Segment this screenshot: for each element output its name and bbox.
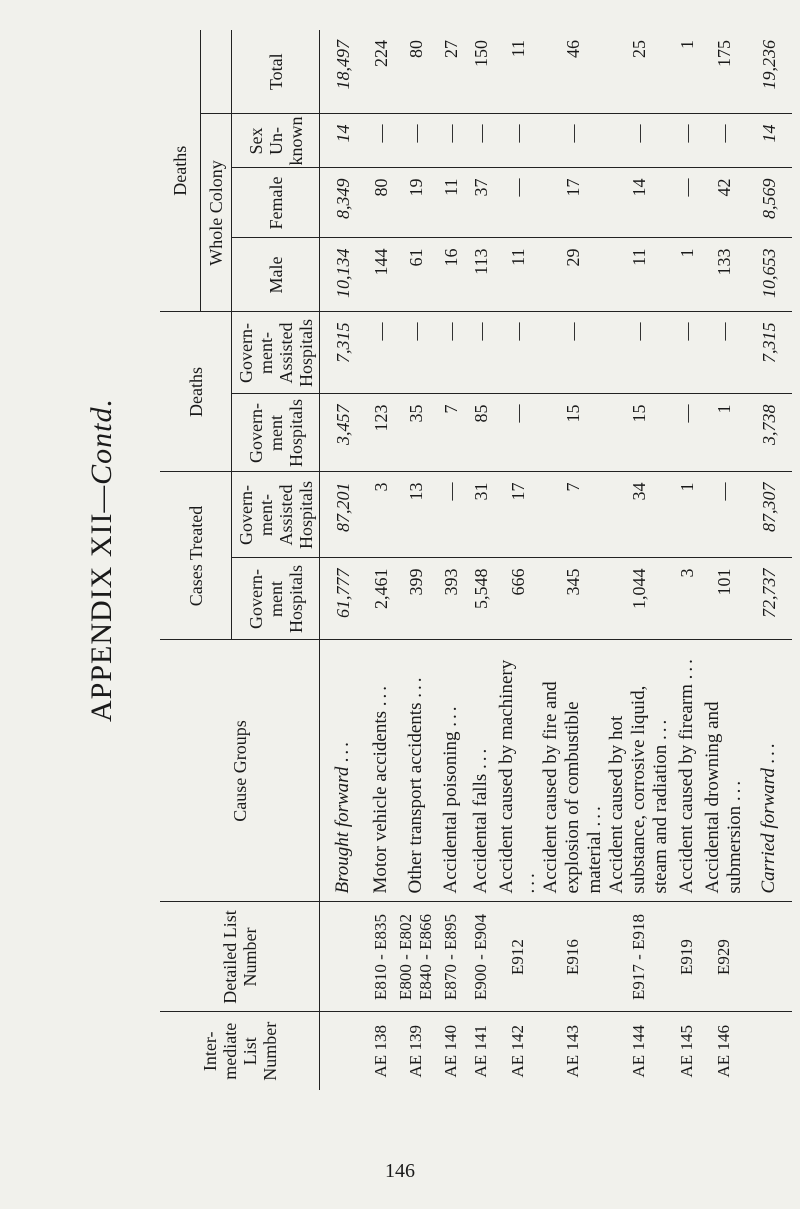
deaths-female: 14 [606, 168, 672, 238]
header-deaths-hospitals: Deaths [160, 312, 232, 472]
cases-govt-hospitals: 101 [702, 558, 746, 640]
table-row [366, 30, 396, 1090]
cases-govt-assisted: 87,201 [320, 472, 367, 558]
deaths-sex-unknown: — [366, 114, 396, 168]
deaths-govt-hospitals: 3,457 [320, 394, 367, 472]
deaths-total: 11 [507, 39, 528, 58]
intermediate-list-number: AE 146 [702, 1012, 746, 1090]
deaths-sex-unknown: — [396, 114, 436, 168]
detailed-list-number: E870 - E895 [436, 902, 466, 1012]
deaths-total: 27 [440, 39, 461, 58]
deaths-sex-unknown: — [466, 114, 496, 168]
leader-dots: ... [518, 870, 539, 894]
cause-group [702, 640, 746, 902]
detailed-list-number: E912 [496, 902, 540, 1012]
leader-dots: ... [405, 674, 426, 698]
intermediate-list-number: AE 145 [672, 1012, 702, 1090]
leader-dots: ... [758, 740, 779, 764]
leader-dots: ... [370, 682, 391, 707]
deaths-govt-hospitals: — [672, 394, 702, 472]
deaths-female: 11 [436, 168, 466, 238]
cause-group [436, 640, 466, 902]
deaths-govt-assisted: 7,315 [746, 312, 792, 394]
cases-govt-hospitals: 393 [436, 558, 466, 640]
deaths-female: 80 [366, 168, 396, 238]
deaths-male: 133 [702, 238, 746, 312]
cases-govt-hospitals: 72,737 [746, 558, 792, 640]
header-d-govt-assisted: Govern-ment-Assisted Hospitals [232, 312, 320, 394]
header-d-govt-hospitals: Govern-ment Hospitals [232, 394, 320, 472]
header-ct-govt-assisted: Govern-ment-Assisted Hospitals [232, 472, 320, 558]
header-intermediate: Inter-mediate List Number [160, 1012, 320, 1090]
deaths-govt-hospitals: 35 [396, 394, 436, 472]
leader-dots: ... [470, 745, 491, 769]
deaths-govt-assisted: — [366, 312, 396, 394]
intermediate-list-number: AE 144 [606, 1012, 672, 1090]
detailed-list-number: E929 [702, 902, 746, 1012]
cause-group [496, 640, 540, 902]
detailed-list-number: E919 [672, 902, 702, 1012]
intermediate-list-number [746, 1012, 792, 1090]
deaths-govt-assisted: — [396, 312, 436, 394]
deaths-total: 46 [562, 39, 583, 58]
header-cases-treated: Cases Treated [160, 472, 232, 640]
intermediate-list-number: AE 143 [540, 1012, 606, 1090]
table-row [320, 30, 367, 1090]
leader-dots: ... [440, 703, 461, 727]
deaths-sex-unknown: — [606, 114, 672, 168]
cause-group [672, 640, 702, 902]
cases-govt-assisted: 1 [672, 472, 702, 558]
deaths-female: 8,569 [746, 168, 792, 238]
cause-label: Other transport accidents [405, 702, 426, 894]
deaths-sex-unknown: 14 [320, 114, 367, 168]
cases-govt-hospitals: 345 [540, 558, 606, 640]
table-row [702, 30, 746, 1090]
cause-groups-table [160, 30, 792, 1090]
header-detailed: Detailed List Number [160, 902, 320, 1012]
intermediate-list-number: AE 142 [496, 1012, 540, 1090]
intermediate-list-number [320, 1012, 367, 1090]
deaths-sex-unknown: — [436, 114, 466, 168]
cause-label: Accident caused by machinery [496, 659, 517, 894]
deaths-total: 150 [470, 39, 491, 67]
cause-group [606, 640, 672, 902]
cases-govt-assisted: 31 [466, 472, 496, 558]
deaths-female: 8,349 [320, 168, 367, 238]
cause-label: Accident caused by fire and explosion of combustible material [540, 681, 605, 894]
cause-label: Accidental falls [470, 773, 491, 894]
rotated-page-content [78, 30, 778, 1090]
appendix-title-suffix: —Contd. [85, 397, 118, 513]
cases-govt-assisted: 87,307 [746, 472, 792, 558]
cases-govt-hospitals: 5,548 [466, 558, 496, 640]
cause-label: Motor vehicle accidents [370, 710, 391, 894]
deaths-female: 42 [702, 168, 746, 238]
cause-group [466, 640, 496, 902]
detailed-list-number [746, 902, 792, 1012]
deaths-female: 37 [466, 168, 496, 238]
detailed-list-number: E900 - E904 [466, 902, 496, 1012]
cases-govt-assisted: 17 [496, 472, 540, 558]
deaths-male: 10,134 [320, 238, 367, 312]
intermediate-list-number: AE 138 [366, 1012, 396, 1090]
table-row [606, 30, 672, 1090]
cases-govt-hospitals: 61,777 [320, 558, 367, 640]
deaths-govt-assisted: — [606, 312, 672, 394]
deaths-sex-unknown: — [672, 114, 702, 168]
deaths-govt-hospitals: 15 [540, 394, 606, 472]
table-row [396, 30, 436, 1090]
deaths-sex-unknown: — [496, 114, 540, 168]
leader-dots: ... [584, 803, 605, 827]
cases-govt-hospitals: 399 [396, 558, 436, 640]
cases-govt-assisted: 7 [540, 472, 606, 558]
deaths-govt-assisted: — [496, 312, 540, 394]
deaths-male: 16 [436, 238, 466, 312]
header-ct-govt-hospitals: Govern-ment Hospitals [232, 558, 320, 640]
intermediate-list-number: AE 139 [396, 1012, 436, 1090]
cause-group [396, 640, 436, 902]
cause-label: Accident caused by firearm [676, 684, 697, 894]
deaths-govt-assisted: — [436, 312, 466, 394]
deaths-total: 1 [676, 39, 697, 49]
cause-label: Accidental drowning and submersion [702, 701, 745, 894]
detailed-list-number: E800 - E802 E840 - E866 [396, 902, 436, 1012]
deaths-sex-unknown: — [540, 114, 606, 168]
deaths-total: 224 [370, 39, 391, 67]
cases-govt-hospitals: 1,044 [606, 558, 672, 640]
intermediate-list-number: AE 140 [436, 1012, 466, 1090]
deaths-govt-hospitals: — [496, 394, 540, 472]
deaths-total: 19,236 [758, 39, 779, 90]
cause-group [320, 640, 367, 902]
appendix-title: APPENDIX XII [85, 512, 118, 723]
deaths-govt-hospitals: 7 [436, 394, 466, 472]
cause-label: Accident caused by hot substance, corrosive liquid, steam and radiation [606, 685, 671, 894]
header-male: Male [232, 238, 320, 312]
leader-dots: ... [650, 716, 671, 740]
deaths-govt-assisted: — [672, 312, 702, 394]
deaths-male: 113 [466, 238, 496, 312]
deaths-govt-assisted: — [540, 312, 606, 394]
cause-group [746, 640, 792, 902]
detailed-list-number [320, 902, 367, 1012]
deaths-govt-hospitals: 1 [702, 394, 746, 472]
cases-govt-hospitals: 3 [672, 558, 702, 640]
header-sex-unknown: Sex Un-known [232, 114, 320, 168]
detailed-list-number: E916 [540, 902, 606, 1012]
cases-govt-assisted: — [702, 472, 746, 558]
deaths-male: 11 [606, 238, 672, 312]
cause-label: Brought forward [332, 766, 353, 894]
page-heading [78, 30, 126, 1090]
deaths-govt-assisted: — [466, 312, 496, 394]
leader-dots: ... [724, 777, 745, 802]
header-whole-colony: Whole Colony [201, 114, 232, 312]
cause-label: Accidental poisoning [440, 731, 461, 894]
cases-govt-assisted: 3 [366, 472, 396, 558]
deaths-male: 144 [366, 238, 396, 312]
cause-group [540, 640, 606, 902]
detailed-list-number: E810 - E835 [366, 902, 396, 1012]
deaths-total: 80 [405, 39, 426, 58]
cause-group [366, 640, 396, 902]
table-row [540, 30, 606, 1090]
header-cause-groups: Cause Groups [160, 640, 320, 902]
deaths-female: 17 [540, 168, 606, 238]
deaths-govt-hospitals: 3,738 [746, 394, 792, 472]
header-deaths-colony: Deaths [160, 30, 201, 312]
deaths-male: 10,653 [746, 238, 792, 312]
deaths-govt-assisted: — [702, 312, 746, 394]
table-row [746, 30, 792, 1090]
deaths-total: 25 [628, 39, 649, 58]
table-row [436, 30, 466, 1090]
deaths-male: 29 [540, 238, 606, 312]
deaths-sex-unknown: — [702, 114, 746, 168]
deaths-govt-assisted: 7,315 [320, 312, 367, 394]
deaths-female: — [496, 168, 540, 238]
cases-govt-hospitals: 2,461 [366, 558, 396, 640]
deaths-govt-hospitals: 123 [366, 394, 396, 472]
deaths-govt-hospitals: 15 [606, 394, 672, 472]
detailed-list-number: E917 - E918 [606, 902, 672, 1012]
cause-label: Carried forward [758, 768, 779, 894]
table-row [496, 30, 540, 1090]
leader-dots: ... [332, 738, 353, 762]
header-female: Female [232, 168, 320, 238]
deaths-total: 18,497 [332, 39, 353, 90]
deaths-male: 11 [496, 238, 540, 312]
deaths-total: 175 [713, 39, 734, 67]
deaths-male: 1 [672, 238, 702, 312]
deaths-female: 19 [396, 168, 436, 238]
cases-govt-hospitals: 666 [496, 558, 540, 640]
deaths-govt-hospitals: 85 [466, 394, 496, 472]
table-row [466, 30, 496, 1090]
cases-govt-assisted: 13 [396, 472, 436, 558]
page-number: 146 [385, 1160, 415, 1182]
header-total: Total [232, 30, 320, 114]
intermediate-list-number: AE 141 [466, 1012, 496, 1090]
deaths-male: 61 [396, 238, 436, 312]
table-row [672, 30, 702, 1090]
deaths-sex-unknown: 14 [746, 114, 792, 168]
cases-govt-assisted: — [436, 472, 466, 558]
deaths-female: — [672, 168, 702, 238]
leader-dots: ... [676, 656, 697, 680]
cases-govt-assisted: 34 [606, 472, 672, 558]
